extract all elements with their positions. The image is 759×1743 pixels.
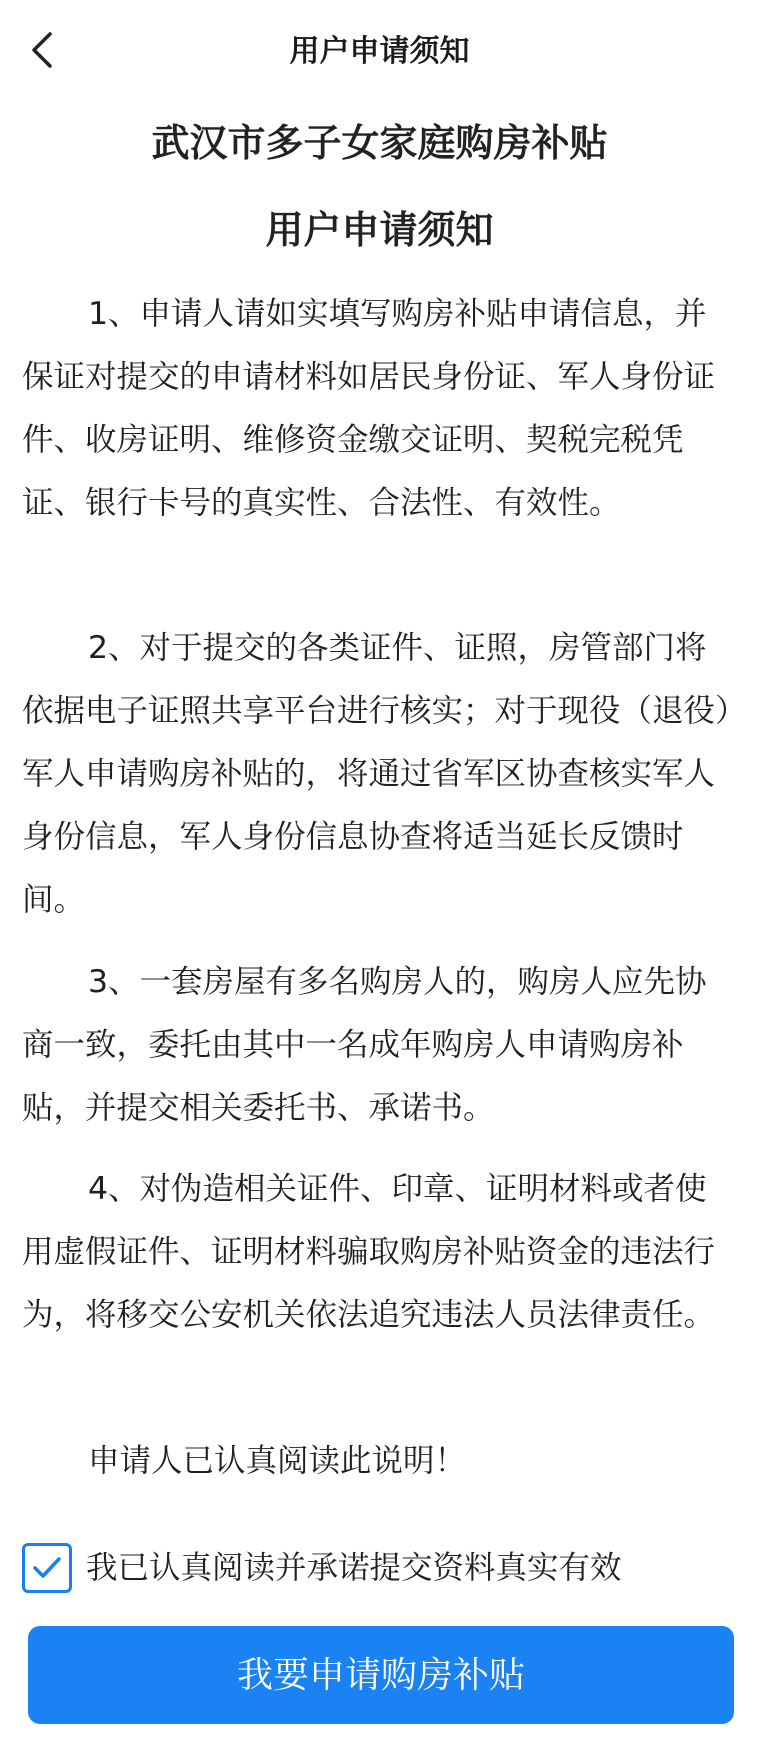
agreement-label: 我已认真阅读并承诺提交资料真实有效 [86,1550,622,1586]
notice-paragraph-4: 4、对伪造相关证件、印章、证明材料或者使用虚假证件、证明材料骗取购房补贴资金的违法行为，将移交公安机关依法追究违法人员法律责任。 [22,1171,716,1333]
nav-bar [0,0,759,104]
document-title: 武汉市多子女家庭购房补贴 [151,121,608,165]
notice-paragraph-1: 1、申请人请如实填写购房补贴申请信息，并保证对提交的申请材料如居民身份证、军人身份证件、收房证明、维修资金缴交证明、契税完税凭证、银行卡号的真实性、合法性、有效性。 [22,296,716,521]
document-subtitle: 用户申请须知 [265,208,494,252]
notice-paragraph-3: 3、一套房屋有多名购房人的，购房人应先协商一致，委托由其中一名成年购房人申请购房补贴，并提交相关委托书、承诺书。 [22,964,707,1126]
apply-subsidy-button[interactable]: 我要申请购房补贴 [28,1626,734,1724]
agreement-row[interactable] [22,1540,622,1596]
notice-paragraph-2: 2、对于提交的各类证件、证照，房管部门将依据电子证照共享平台进行核实；对于现役（退役）军人申请购房补贴的，将通过省军区协查核实军人身份信息，军人身份信息协查将适当延长反馈时间。 [22,630,731,918]
checkmark-icon [30,1551,64,1585]
agreement-checkbox[interactable] [22,1543,72,1593]
read-confirmation-text: 申请人已认真阅读此说明！ [88,1443,467,1479]
nav-title: 用户申请须知 [289,34,470,69]
